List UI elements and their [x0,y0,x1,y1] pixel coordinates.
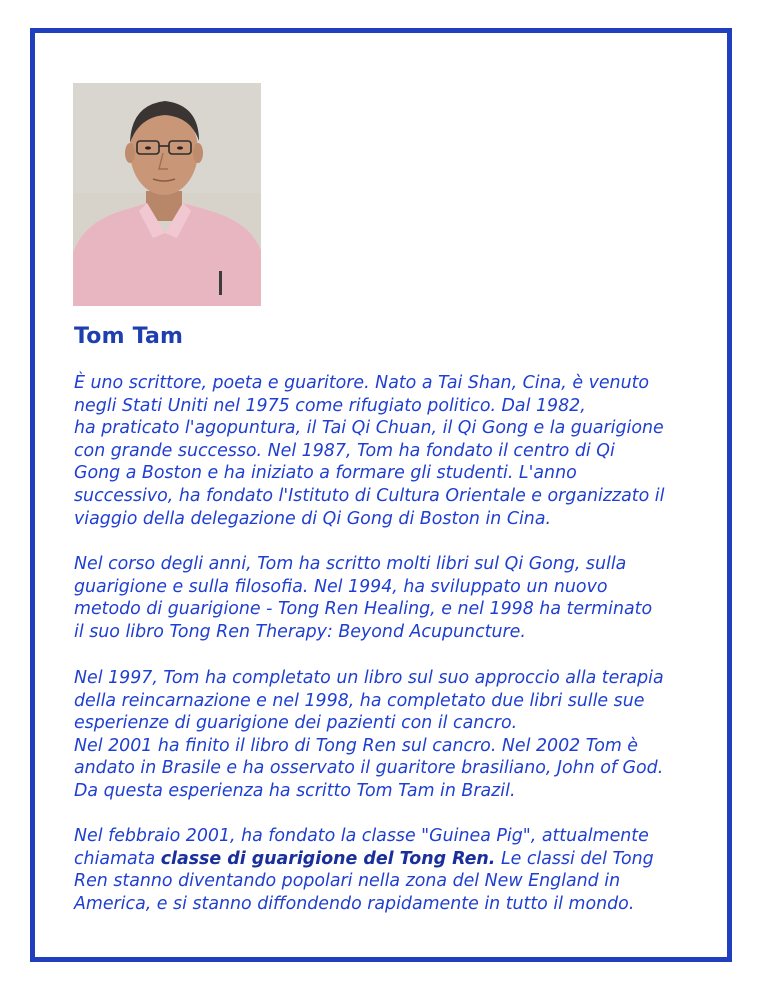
text-line: guarigione e sulla filosofia. Nel 1994, ha sviluppato un nuovo [74,576,608,597]
bio-paragraph-4 [74,825,714,915]
bio-paragraph-1 [74,372,714,530]
text-line: successivo, ha fondato l'Istituto di Cultura Orientale e organizzato il [74,485,665,506]
text-line: metodo di guarigione - Tong Ren Healing, e nel 1998 ha terminato [74,599,653,620]
text-line: Nel febbraio 2001, ha fondato la classe "Guinea Pig", attualmente [74,826,649,846]
text-line: È uno scrittore, poeta e guaritore. Nato a Tai Shan, Cina, è venuto [74,373,650,393]
text-fragment: chiamata [74,848,161,869]
text-line: Ren stanno diventando popolari nella zona del New England in [74,871,621,892]
text-line: Nel 2001 ha finito il libro di Tong Ren sul cancro. Nel 2002 Tom è [74,735,639,756]
text-line: Da questa esperienza ha scritto Tom Tam in Brazil. [74,780,516,801]
healing-class-emphasis: classe di guarigione del Tong Ren. [160,848,496,869]
text-line: andato in Brasile e ha osservato il guaritore brasiliano, John of God. [74,758,664,779]
person-name-heading: Tom Tam [74,324,184,349]
text-line: Nel corso degli anni, Tom ha scritto molti libri sul Qi Gong, sulla [74,554,627,574]
bio-paragraph-2 [74,553,714,643]
bio-paragraph-3 [74,667,714,803]
text-line: esperienze di guarigione dei pazienti con il cancro. [74,713,518,734]
portrait-photo-icon [73,83,261,306]
text-line: con grande successo. Nel 1987, Tom ha fondato il centro di Qi [74,440,615,461]
text-line: Gong a Boston e ha iniziato a formare gli studenti. L'anno [74,463,577,484]
text-line: viaggio della delegazione di Qi Gong di Boston in Cina. [74,508,552,529]
text-line: ha praticato l'agopuntura, il Tai Qi Chuan, il Qi Gong e la guarigione [74,418,664,439]
text-line: Nel 1997, Tom ha completato un libro sul suo approccio alla terapia [74,668,664,688]
text-line: il suo libro Tong Ren Therapy: Beyond Acupuncture. [74,621,526,642]
text-line: America, e si stanno diffondendo rapidamente in tutto il mondo. [74,893,635,914]
text-fragment: Le classi del Tong [495,848,654,869]
text-line: della reincarnazione e nel 1998, ha completato due libri sulle sue [74,690,645,711]
text-line: negli Stati Uniti nel 1975 come rifugiato politico. Dal 1982, [74,395,586,416]
